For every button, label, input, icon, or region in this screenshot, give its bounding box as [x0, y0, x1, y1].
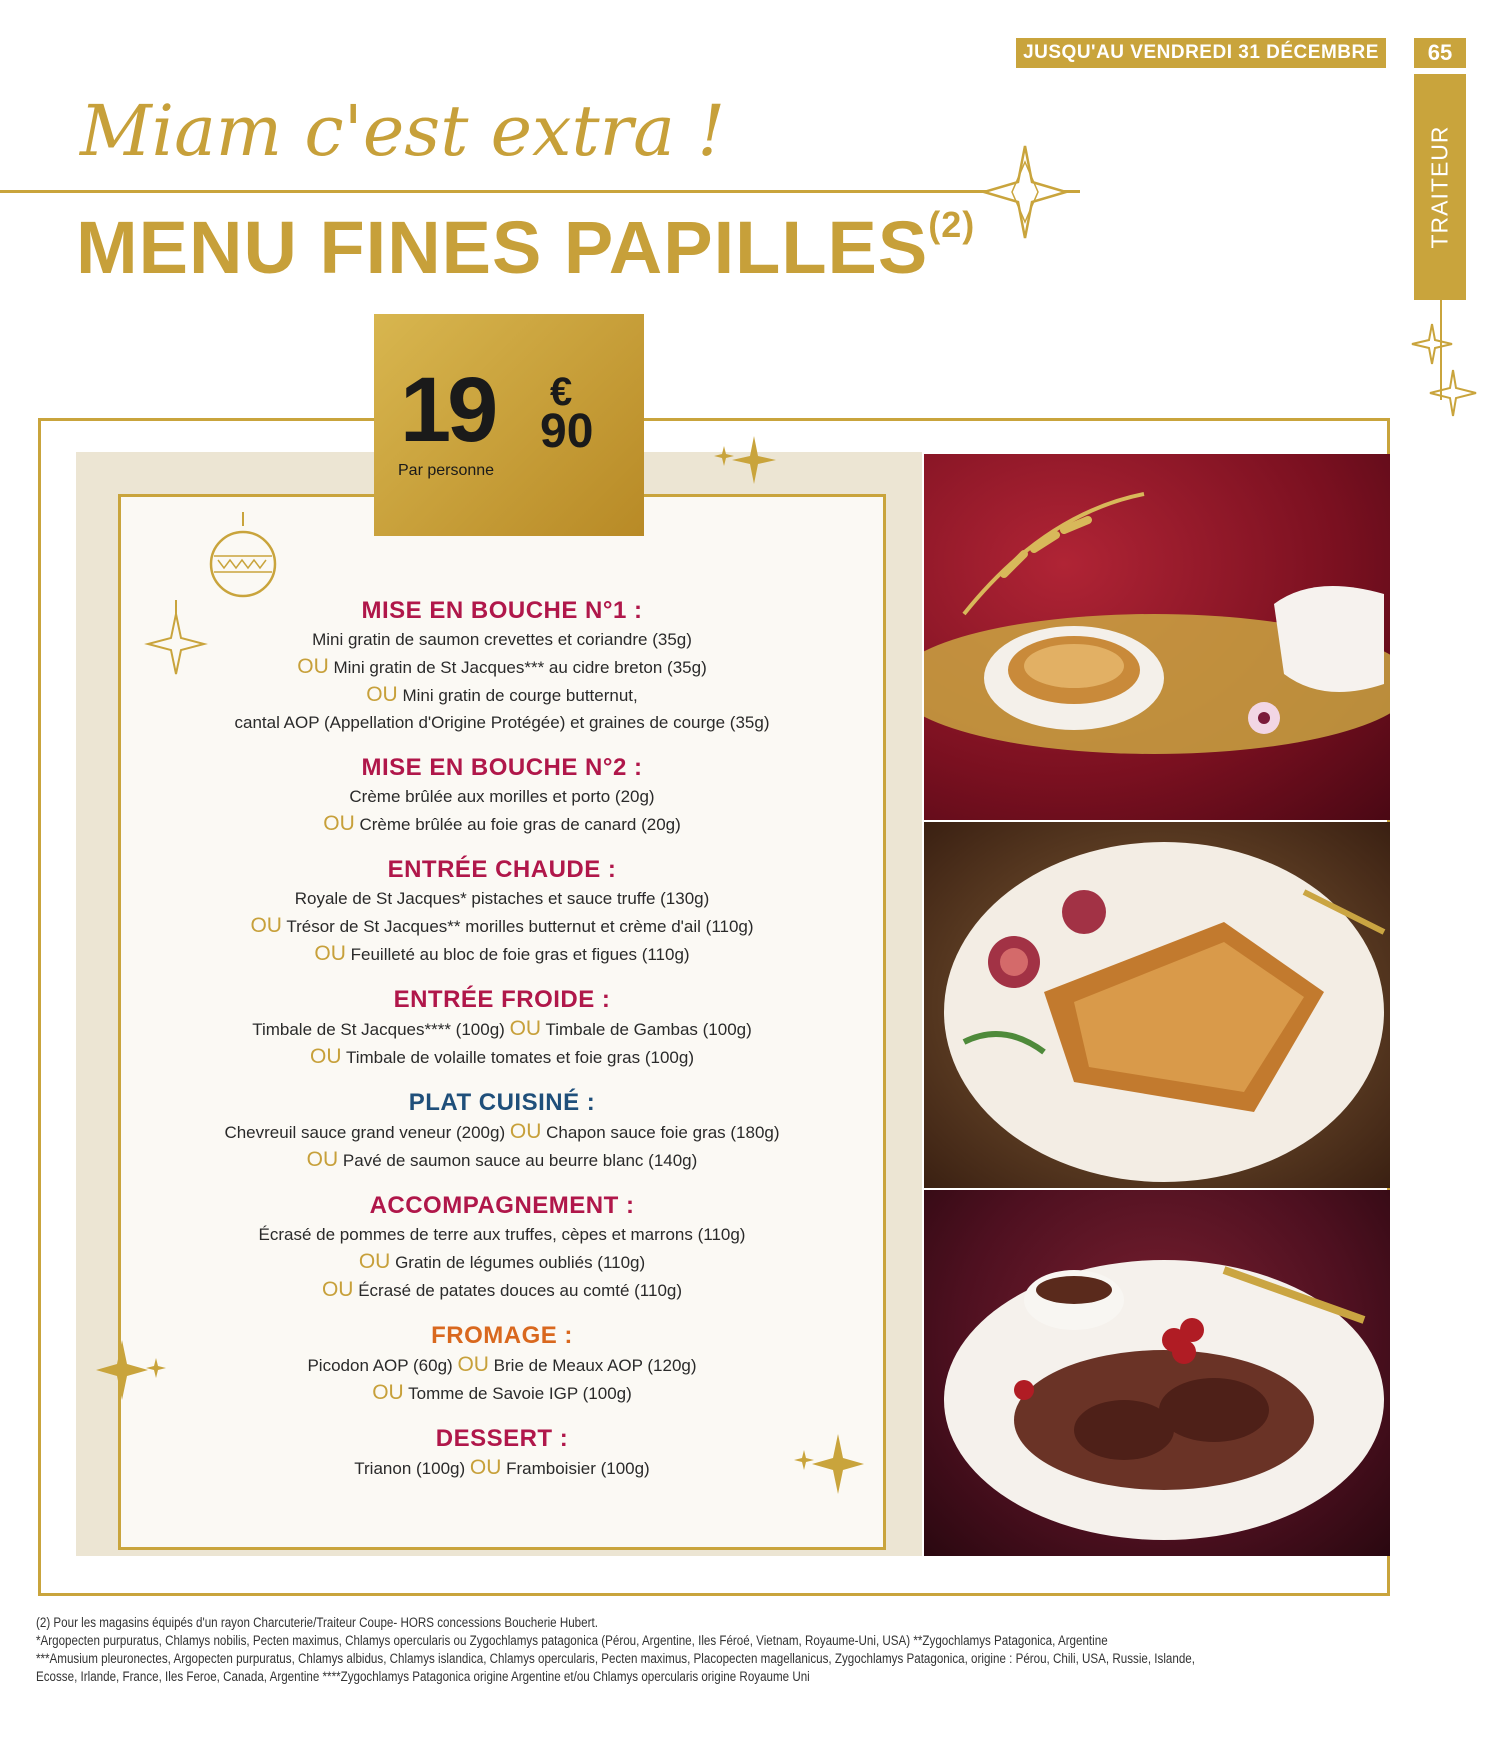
ou-label: OU	[314, 942, 346, 965]
menu-item	[118, 885, 886, 912]
date-banner-text: JUSQU'AU VENDREDI 31 DÉCEMBRE	[1023, 42, 1379, 63]
menu-item	[118, 653, 886, 681]
ou-label: OU	[366, 683, 398, 706]
menu-item	[118, 1015, 886, 1043]
section-title: MISE EN BOUCHE N°1 :	[361, 597, 643, 624]
ou-label: OU	[321, 1278, 354, 1301]
menu-item-text: Tomme de Savoie IGP (100g)	[408, 1384, 632, 1403]
menu-section-fromage	[118, 1321, 886, 1407]
price-badge	[374, 314, 644, 536]
menu-section-mise-en-bouche-1	[118, 596, 886, 736]
menu-item	[118, 1043, 886, 1071]
menu-item-text: Trésor de St Jacques** morilles butternut et crème d'ail (110g)	[286, 917, 754, 936]
menu-item-text: Gratin de légumes oubliés (110g)	[395, 1253, 646, 1272]
menu-item	[118, 1248, 886, 1276]
section-title: PLAT CUISINÉ :	[408, 1089, 596, 1116]
menu-item	[118, 1454, 886, 1482]
creme-brulee-illustration	[924, 454, 1390, 820]
ou-label: OU	[297, 655, 329, 678]
menu-item	[118, 1379, 886, 1407]
menu-section-accompagnement	[118, 1191, 886, 1304]
menu-item	[118, 810, 886, 838]
menu-list	[118, 596, 886, 1499]
footnote: *Argopecten purpuratus, Chlamys nobilis, Pecten maximus, Chlamys opercularis ou Zygochlamys patagonica (Pérou, Argentine, Iles Féroé, Vietnam, Royaume-Uni, USA) **Zygochlamys Patagonica, Argentine	[36, 1633, 1108, 1648]
menu-item	[118, 626, 886, 653]
ou-label: OU	[310, 1045, 342, 1068]
menu-item-text: Mini gratin de courge butternut,	[402, 686, 638, 705]
menu-item	[118, 1221, 886, 1248]
menu-item	[118, 1118, 886, 1146]
footnote: Ecosse, Irlande, France, Iles Feroe, Canada, Argentine ****Zygochlamys Patagonica origine Argentine et/ou Chlamys opercularis origine Royaume Uni	[36, 1669, 810, 1684]
price-cents: 90	[540, 405, 594, 458]
menu-item-text: Royale de St Jacques* pistaches et sauce truffe (130g)	[294, 889, 710, 908]
header-rule	[0, 190, 1080, 193]
price-subtitle: Par personne	[398, 462, 495, 479]
price-currency: €	[550, 370, 573, 414]
menu-item-text: Écrasé de patates douces au comté (110g)	[358, 1281, 683, 1300]
section-title: ENTRÉE CHAUDE :	[387, 856, 617, 883]
menu-item-text: Brie de Meaux AOP (120g)	[493, 1356, 697, 1375]
section-title: ACCOMPAGNEMENT :	[369, 1192, 635, 1219]
menu-item-text: Mini gratin de saumon crevettes et coriandre (35g)	[312, 630, 692, 649]
ou-label: OU	[306, 1148, 339, 1171]
ou-label: OU	[372, 1381, 404, 1404]
section-title: DESSERT :	[435, 1425, 569, 1452]
star-ornament-icon	[1410, 322, 1454, 366]
ou-label: OU	[323, 812, 355, 835]
footnote: ***Amusium pleuronectes, Argopecten purpuratus, Chlamys albidus, Chlamys islandica, Chlamys opercularis, Pecten maximus, Placopecten magellanicus, Zygochlamys Patagonica, origine : Pérou, Chili, USA, Russie, Islande,	[36, 1651, 1195, 1666]
ou-label: OU	[358, 1250, 391, 1273]
menu-item-text: Mini gratin de St Jacques*** au cidre breton (35g)	[333, 658, 707, 677]
feuillete-illustration	[924, 822, 1390, 1188]
menu-item	[118, 681, 886, 709]
menu-item-text: Timbale de Gambas (100g)	[545, 1020, 752, 1039]
menu-item	[118, 783, 886, 810]
main-title-text: MENU FINES PAPILLES	[76, 206, 929, 289]
menu-item-text: Chevreuil sauce grand veneur (200g)	[224, 1123, 506, 1142]
menu-item	[118, 1351, 886, 1379]
menu-item-text: Chapon sauce foie gras (180g)	[546, 1123, 780, 1142]
ou-label: OU	[509, 1017, 542, 1040]
menu-section-mise-en-bouche-2	[118, 753, 886, 838]
food-photo-chevreuil	[924, 1190, 1390, 1556]
menu-item-text: Timbale de volaille tomates et foie gras (100g)	[345, 1048, 694, 1067]
ou-label: OU	[457, 1353, 489, 1376]
menu-item	[118, 940, 886, 968]
section-title: ENTRÉE FROIDE :	[393, 986, 611, 1013]
bauble-icon	[208, 512, 278, 602]
star-ornament-icon	[1428, 368, 1478, 418]
menu-section-entree-froide	[118, 985, 886, 1071]
menu-item-text: Crème brûlée aux morilles et porto (20g)	[349, 787, 655, 806]
food-photo-feuillete	[924, 822, 1390, 1188]
menu-section-plat-cuisine	[118, 1088, 886, 1174]
menu-item-text: Crème brûlée au foie gras de canard (20g)	[359, 815, 681, 834]
menu-item-text: Picodon AOP (60g)	[307, 1356, 453, 1375]
menu-item	[118, 1146, 886, 1174]
menu-item	[118, 912, 886, 940]
menu-item-text: Feuilleté au bloc de foie gras et figues (110g)	[350, 945, 690, 964]
main-title-note: (2)	[928, 204, 976, 245]
menu-item-text: Trianon (100g)	[354, 1459, 466, 1478]
ou-label: OU	[469, 1456, 502, 1479]
menu-item-text: Framboisier (100g)	[506, 1459, 650, 1478]
script-title: Miam c'est extra !	[80, 90, 726, 172]
section-title: FROMAGE :	[431, 1322, 573, 1349]
menu-item	[118, 709, 886, 736]
menu-item-text: Écrasé de pommes de terre aux truffes, cèpes et marrons (110g)	[258, 1225, 746, 1244]
ou-label: OU	[250, 914, 282, 937]
menu-item-text: Timbale de St Jacques**** (100g)	[252, 1020, 505, 1039]
page-number: 65	[1414, 38, 1466, 68]
menu-section-entree-chaude	[118, 855, 886, 968]
footnote: (2) Pour les magasins équipés d'un rayon Charcuterie/Traiteur Coupe- HORS concessions Boucherie Hubert.	[36, 1615, 598, 1630]
side-tab	[1414, 74, 1466, 300]
date-banner	[1016, 38, 1386, 68]
food-photo-creme-brulee	[924, 454, 1390, 820]
star-ornament-icon	[980, 142, 1070, 242]
chevreuil-illustration	[924, 1190, 1390, 1556]
menu-section-dessert	[118, 1424, 886, 1482]
main-title	[76, 204, 975, 290]
sparkle-icon	[708, 430, 778, 490]
ou-label: OU	[509, 1120, 542, 1143]
menu-item-text: Pavé de saumon sauce au beurre blanc (140g)	[342, 1151, 698, 1170]
menu-item-text: cantal AOP (Appellation d'Origine Protégée) et graines de courge (35g)	[234, 713, 770, 732]
side-tab-label: TRAITEUR	[1426, 125, 1453, 249]
footnotes	[36, 1614, 1274, 1686]
menu-item	[118, 1276, 886, 1304]
price-integer: 19	[400, 359, 495, 461]
section-title: MISE EN BOUCHE N°2 :	[361, 754, 643, 781]
